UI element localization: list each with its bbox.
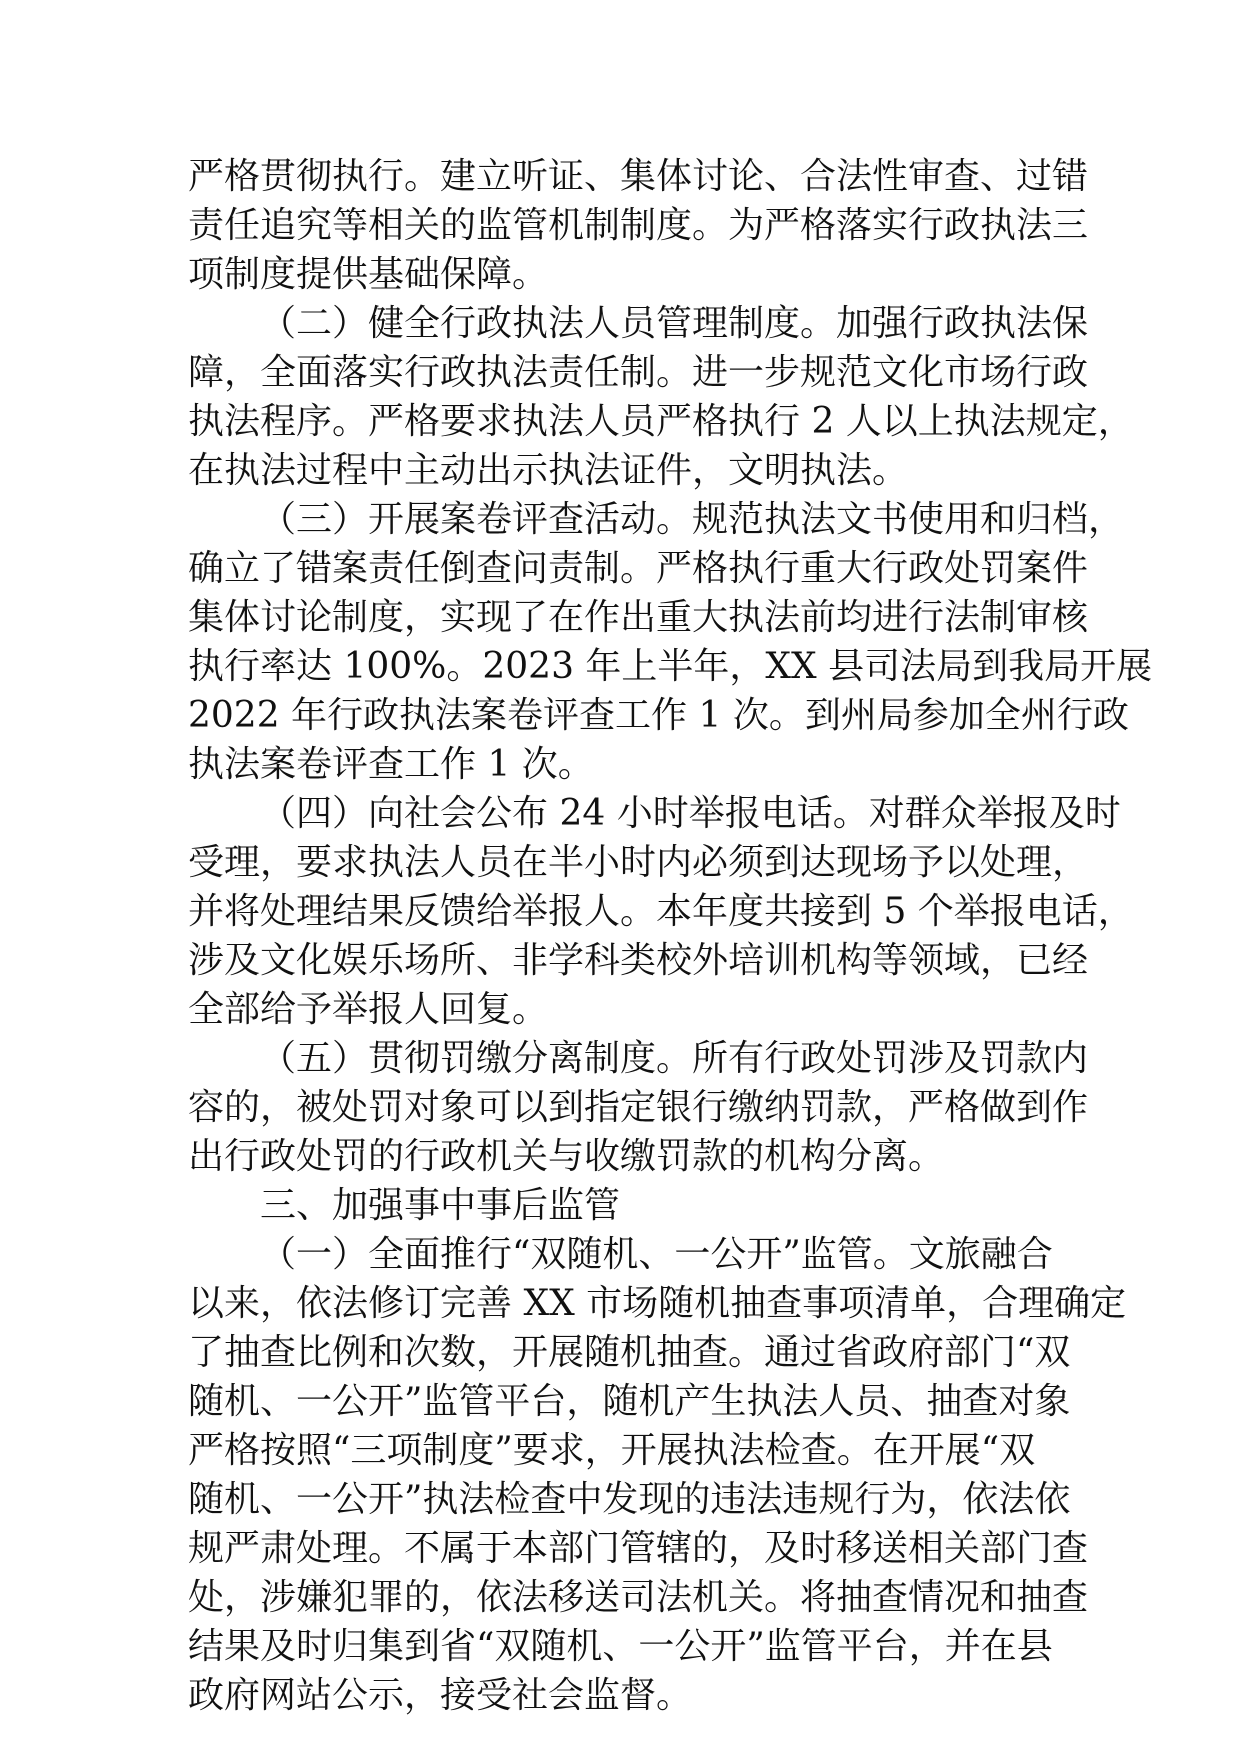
text-line: 严格贯彻执行。建立听证、集体讨论、合法性审查、过错 xyxy=(188,156,1089,197)
text-line: 执法案卷评查工作 1 次。 xyxy=(188,744,594,785)
text-line: 以来，依法修订完善 XX 市场随机抽查事项清单，合理确定 xyxy=(188,1283,1127,1324)
section-heading-line: （三）开展案卷评查活动。规范执法文书使用和归档， xyxy=(260,499,1125,540)
text-line: 容的，被处罚对象可以到指定银行缴纳罚款，严格做到作 xyxy=(188,1087,1089,1128)
document-page xyxy=(188,152,1153,1720)
text-line: 受理，要求执法人员在半小时内必须到达现场予以处理， xyxy=(188,842,1089,883)
chapter-heading-line: 三、加强事中事后监管 xyxy=(260,1185,621,1226)
text-line: 随机、一公开”监管平台，随机产生执法人员、抽查对象 xyxy=(188,1381,1071,1422)
text-line: 涉及文化娱乐场所、非学科类校外培训机构等领域，已经 xyxy=(188,940,1089,981)
text-line: 确立了错案责任倒查问责制。严格执行重大行政处罚案件 xyxy=(188,548,1089,589)
text-line: 集体讨论制度，实现了在作出重大执法前均进行法制审核 xyxy=(188,597,1089,638)
text-line: 全部给予举报人回复。 xyxy=(188,989,549,1030)
text-line: 项制度提供基础保障。 xyxy=(188,254,549,295)
text-line: 执行率达 100%。2023 年上半年，XX 县司法局到我局开展 xyxy=(188,646,1153,687)
section-heading-line: （五）贯彻罚缴分离制度。所有行政处罚涉及罚款内 xyxy=(260,1038,1089,1079)
text-line: 出行政处罚的行政机关与收缴罚款的机构分离。 xyxy=(188,1136,945,1177)
section-heading-line: （一）全面推行“双随机、一公开”监管。文旅融合 xyxy=(260,1234,1053,1275)
text-line: 障，全面落实行政执法责任制。进一步规范文化市场行政 xyxy=(188,352,1089,393)
text-line: 2022 年行政执法案卷评查工作 1 次。到州局参加全州行政 xyxy=(188,695,1129,736)
text-line: 处，涉嫌犯罪的，依法移送司法机关。将抽查情况和抽查 xyxy=(188,1577,1089,1618)
text-line: 了抽查比例和次数，开展随机抽查。通过省政府部门“双 xyxy=(188,1332,1071,1373)
text-line: 政府网站公示，接受社会监督。 xyxy=(188,1675,693,1716)
text-line: 结果及时归集到省“双随机、一公开”监管平台，并在县 xyxy=(188,1626,1053,1667)
text-line: 在执法过程中主动出示执法证件，文明执法。 xyxy=(188,450,909,491)
text-line: 严格按照“三项制度”要求，开展执法检查。在开展“双 xyxy=(188,1430,1036,1471)
section-heading-line: （二）健全行政执法人员管理制度。加强行政执法保 xyxy=(260,303,1089,344)
text-line: 责任追究等相关的监管机制制度。为严格落实行政执法三 xyxy=(188,205,1089,246)
text-line: 随机、一公开”执法检查中发现的违法违规行为，依法依 xyxy=(188,1479,1071,1520)
text-line: 并将处理结果反馈给举报人。本年度共接到 5 个举报电话， xyxy=(188,891,1134,932)
text-line: 规严肃处理。不属于本部门管辖的，及时移送相关部门查 xyxy=(188,1528,1089,1569)
section-heading-line: （四）向社会公布 24 小时举报电话。对群众举报及时 xyxy=(260,793,1121,834)
text-line: 执法程序。严格要求执法人员严格执行 2 人以上执法规定， xyxy=(188,401,1134,442)
